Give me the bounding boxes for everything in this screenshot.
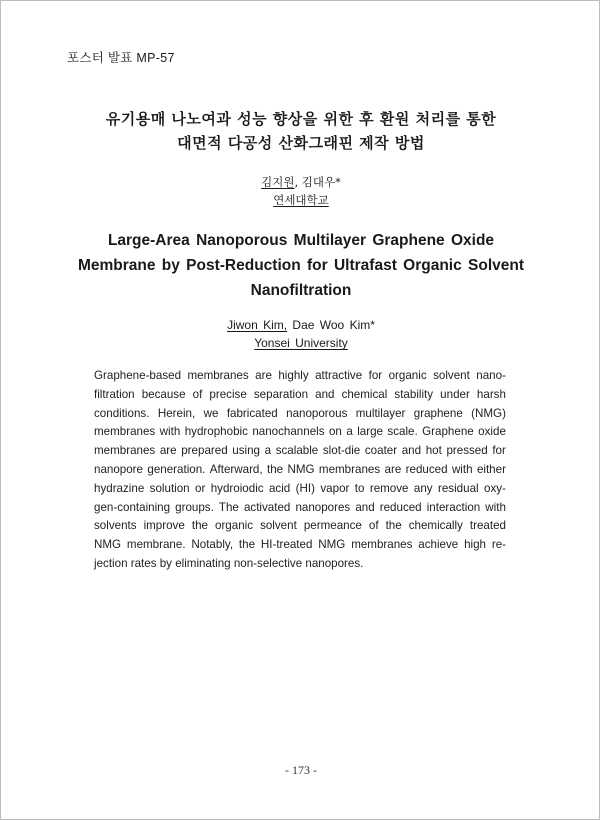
page-number: - 173 - [285, 763, 317, 777]
english-title-line: Large-Area Nanoporous Multilayer Graphene Oxide [107, 232, 495, 249]
abstract-line: membranes with hydrophobic nanochannels on a large scale. Graphene oxide [94, 425, 506, 439]
korean-title-line: 대면적 다공성 산화그래핀 제작 방법 [177, 134, 425, 152]
abstract-line: filtration because of precise separation and chemical stability under harsh [94, 387, 506, 401]
korean-title-line: 유기용매 나노여과 성능 향상을 위한 후 환원 처리를 통한 [105, 110, 497, 128]
abstract-line: nanopore generation. Afterward, the NMG membranes are reduced with either [94, 462, 506, 476]
english-author-corresponding: Dae Woo Kim* [287, 318, 375, 332]
abstract-line: conditions. Herein, we fabricated nanoporous multilayer graphene (NMG) [94, 406, 506, 420]
abstract-line: NMG membrane. Notably, the HI-treated NMG membranes achieve high re- [94, 538, 506, 552]
korean-author-separator: , [294, 175, 302, 189]
korean-author-corresponding: 김대우* [301, 175, 341, 189]
korean-author-presenter: 김지원 [261, 175, 295, 189]
poster-session-tag: 포스터 발표 MP-57 [67, 51, 175, 65]
abstract-line: membranes are prepared using a scalable slot-die coater and hot pressed for [94, 444, 506, 458]
abstract-line: jection rates by eliminating non-selective nanopores. [94, 556, 364, 570]
english-affiliation: Yonsei University [254, 336, 348, 350]
english-title [41, 228, 561, 303]
english-title-line: Membrane by Post-Reduction for Ultrafast Organic Solvent [77, 257, 525, 274]
abstract-body [94, 367, 506, 574]
korean-authors [1, 173, 600, 209]
english-author-presenter: Jiwon Kim, [227, 318, 288, 332]
english-title-line: Nanofiltration [250, 282, 352, 299]
korean-title [41, 107, 561, 155]
abstract-line: solvents improve the organic solvent permeance of the chemically treated [94, 519, 506, 533]
english-authors [1, 316, 600, 352]
abstract-line: gen-containing groups. The activated nanopores and reduced interaction with [94, 500, 506, 514]
abstract-line: hydrazine solution or hydroiodic acid (HI) vapor to remove any residual oxy- [94, 481, 506, 495]
abstract-line: Graphene-based membranes are highly attractive for organic solvent nano- [94, 369, 506, 382]
korean-affiliation: 연세대학교 [273, 193, 329, 207]
